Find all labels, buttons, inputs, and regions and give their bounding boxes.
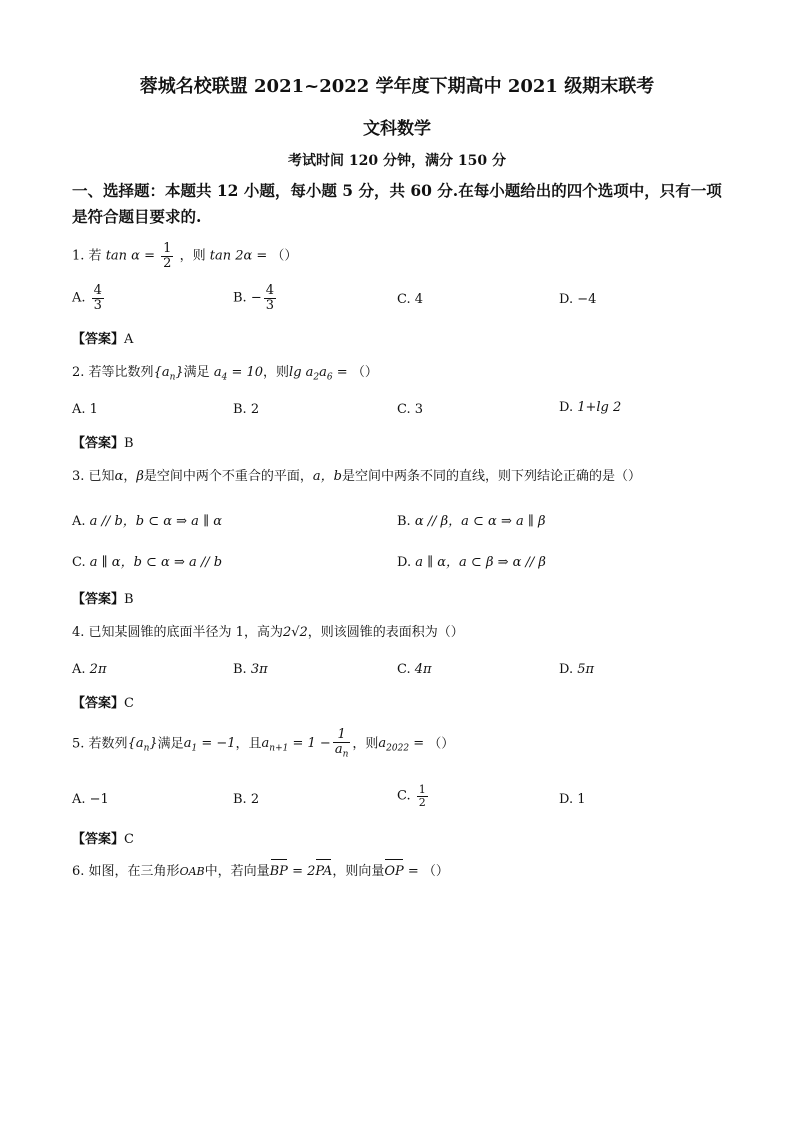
q2-option-d: D. 1+lg 2 <box>559 400 622 415</box>
q4-option-d: D. 5π <box>559 662 595 677</box>
vector-bp: BP <box>270 861 288 883</box>
section-heading <box>72 178 722 230</box>
exam-subject: 文科数学 <box>363 119 431 139</box>
q4-option-a: A. 2π <box>72 662 107 677</box>
q2-option-b: B. 2 <box>233 402 260 417</box>
question-4: 4. 已知某圆锥的底面半径为 1，高为2√2，则该圆锥的表面积为（） <box>72 625 464 640</box>
q3-option-d: D. a ∥ α，a ⊂ β ⇒ α // β <box>397 555 546 570</box>
question-5: 5. 若数列$\{a_n\}$满足$a_1 = -1$，且$a_{n+1} = 1$ − $\frac{1}{a_n}$ ，则$a_{2022}$ = （） <box>72 727 455 760</box>
section-heading-line1: 一、选择题：本题共 12 小题，每小题 5 分，共 60 分.在每小题给出的四个选项中，只有一项 <box>72 181 722 200</box>
q4-option-c: C. 4π <box>397 662 432 677</box>
q2-option-a: A. 1 <box>72 402 98 417</box>
q1-post: （） <box>271 248 298 264</box>
question-6: 6. 如图，在三角形OAB中，若向量BP = 2PA，则向量OP = （） <box>72 861 449 883</box>
question-2: 2. 若等比数列$\{a_n\}$满足 $a_4 = 10$，则$\lg a_2a_6$ = （） <box>72 365 378 383</box>
exam-title: 蓉城名校联盟 2021~2022 学年度下期高中 2021 级期末联考 <box>139 76 655 97</box>
exam-meta: 考试时间 120 分钟，满分 150 分 <box>288 153 506 169</box>
q1-mid: ，则 <box>179 248 206 264</box>
q5-option-d: D. 1 <box>559 792 586 807</box>
vector-op: OP <box>384 861 403 883</box>
q1-option-a: A. $\frac{4}{3}$ <box>72 283 102 313</box>
section-heading-line2: 是符合题目要求的. <box>72 207 202 226</box>
question-3: 3. 已知α，β是空间中两个不重合的平面，a，b是空间中两条不同的直线，则下列结论正确的是（） <box>72 469 641 484</box>
q5-option-b: B. 2 <box>233 792 260 807</box>
q1-option-c: C. 4 <box>397 292 424 307</box>
q5-option-c: C. $\frac{1}{2}$ <box>397 783 426 809</box>
q1-option-d: D. −4 <box>559 292 597 307</box>
q1-option-b: B. − $\frac{4}{3}$ <box>233 283 275 313</box>
q3-option-b: B. α // β，a ⊂ α ⇒ a ∥ β <box>397 514 546 529</box>
q1-expr1: tan α = <box>105 248 155 264</box>
question-1 <box>72 242 297 270</box>
q2-option-c: C. 3 <box>397 402 424 417</box>
q1-fraction: $\frac{1}{2}$ <box>163 241 172 271</box>
q4-option-b: B. 3π <box>233 662 268 677</box>
q1-pre: 若 <box>88 248 102 264</box>
q3-option-c: C. a ∥ α，b ⊂ α ⇒ a // b <box>72 555 223 570</box>
q1-answer: 【答案】A <box>72 332 134 347</box>
q2-answer: 【答案】B <box>72 436 134 451</box>
q3-option-a: A. a // b，b ⊂ α ⇒ a ∥ α <box>72 514 222 529</box>
q1-expr2: tan 2α = <box>209 248 268 264</box>
vector-pa: PA <box>315 861 332 883</box>
q4-answer: 【答案】C <box>72 696 134 711</box>
q3-answer: 【答案】B <box>72 592 134 607</box>
q5-option-a: A. −1 <box>72 792 109 807</box>
q5-answer: 【答案】C <box>72 832 134 847</box>
q1-number: 1. <box>72 248 85 264</box>
